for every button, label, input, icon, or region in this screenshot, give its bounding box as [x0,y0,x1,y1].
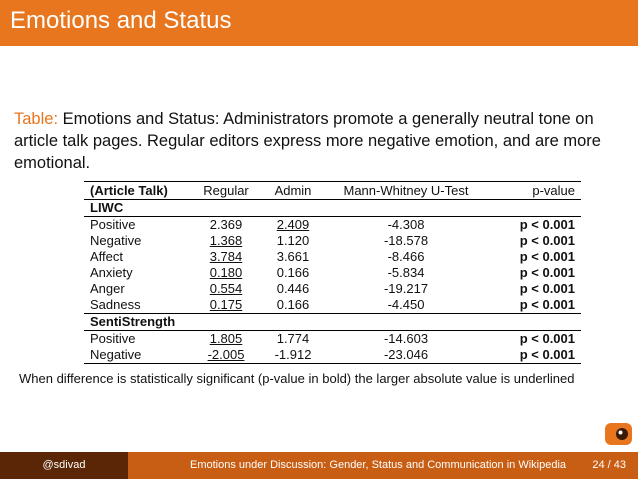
row-label-cell [84,265,191,281]
p-value-cell [487,233,581,249]
mann-whitney-value-cell [325,233,487,249]
mann-whitney-value-cell [325,281,487,297]
admin-value: 2.409 [276,217,310,232]
section-header-row [84,314,581,331]
column-header-p-value: p-value [487,182,581,200]
row-label-cell [84,281,191,297]
mann-whitney-value-cell [325,249,487,265]
row-label-cell [84,331,191,348]
admin-value: 3.661 [276,249,310,264]
table-header-row [84,182,581,200]
section-name: LIWC [84,200,191,217]
p-value: p < 0.001 [519,233,575,248]
footer-page-number: 24 / 43 [592,459,626,471]
regular-value: 0.175 [209,297,243,312]
p-value: p < 0.001 [519,331,575,346]
empty-cell [261,314,325,331]
mann-whitney-value: -18.578 [383,233,429,248]
mann-whitney-value: -19.217 [383,281,429,296]
p-value-cell [487,265,581,281]
p-value: p < 0.001 [519,217,575,232]
section-name: SentiStrength [84,314,191,331]
admin-value-cell [261,249,325,265]
p-value-cell [487,331,581,348]
row-label: Negative [90,347,142,362]
regular-value: -2.005 [207,347,245,362]
mann-whitney-value: -5.834 [387,265,425,280]
p-value-cell [487,281,581,297]
empty-cell [487,200,581,217]
caption-label: Table: [14,110,59,128]
row-label-cell [84,347,191,364]
admin-value-cell [261,265,325,281]
row-label: Anxiety [90,265,133,280]
p-value-cell [487,249,581,265]
regular-value-cell [191,297,261,314]
table-row [84,233,581,249]
row-label: Sadness [90,297,141,312]
column-header-article-talk: (Article Talk) [84,182,191,200]
admin-value-cell [261,331,325,348]
row-label: Anger [90,281,125,296]
empty-cell [325,314,487,331]
regular-value-cell [191,233,261,249]
admin-value: 0.166 [276,297,310,312]
footer-title: Emotions under Discussion: Gender, Status and Communication in Wikipedia [190,459,567,471]
admin-value-cell [261,297,325,314]
regular-value: 0.180 [209,265,243,280]
empty-cell [191,200,261,217]
slide-title: Emotions and Status [10,7,232,34]
mann-whitney-value-cell [325,217,487,234]
table-row [84,249,581,265]
slide-header [0,0,638,46]
p-value-cell [487,297,581,314]
p-value: p < 0.001 [519,249,575,264]
caption-text: Emotions and Status: Administrators promote a generally neutral tone on article talk pages. Regular editors express more negative emotion, and are more emotional. [14,110,601,172]
regular-value-cell [191,347,261,364]
p-value: p < 0.001 [519,265,575,280]
results-table-body [84,182,581,364]
admin-value: 0.166 [276,265,310,280]
column-header-mann-whitney: Mann-Whitney U-Test [325,182,487,200]
p-value: p < 0.001 [519,347,575,362]
table-row [84,297,581,314]
row-label-cell [84,217,191,234]
row-label: Positive [90,217,136,232]
section-header-row [84,200,581,217]
regular-value-cell [191,217,261,234]
row-label: Positive [90,331,136,346]
column-header-admin: Admin [261,182,325,200]
p-value: p < 0.001 [519,297,575,312]
admin-value-cell [261,233,325,249]
empty-cell [191,314,261,331]
mann-whitney-value-cell [325,297,487,314]
row-label-cell [84,297,191,314]
footer-bar [128,452,638,479]
regular-value-cell [191,265,261,281]
regular-value-cell [191,249,261,265]
mann-whitney-value-cell [325,265,487,281]
regular-value-cell [191,281,261,297]
mann-whitney-value-cell [325,331,487,348]
regular-value-cell [191,331,261,348]
mann-whitney-value: -14.603 [383,331,429,346]
mann-whitney-value: -23.046 [383,347,429,362]
mann-whitney-value-cell [325,347,487,364]
mann-whitney-value: -4.450 [387,297,425,312]
admin-value-cell [261,347,325,364]
admin-value-cell [261,281,325,297]
empty-cell [261,200,325,217]
footer-author: @sdivad [0,452,128,479]
table-row [84,217,581,234]
p-value-cell [487,217,581,234]
table-row [84,331,581,348]
table-row [84,265,581,281]
admin-value-cell [261,217,325,234]
mann-whitney-value: -8.466 [387,249,425,264]
slide-footer [0,452,638,479]
admin-value: 1.774 [276,331,310,346]
results-table [84,181,581,364]
regular-value: 2.369 [209,217,243,232]
empty-cell [487,314,581,331]
p-value: p < 0.001 [519,281,575,296]
admin-value: 0.446 [276,281,310,296]
table-row [84,281,581,297]
admin-value: -1.912 [274,347,312,362]
row-label-cell [84,233,191,249]
table-note: When difference is statistically significant (p-value in bold) the larger absolute value is underlined [19,371,575,386]
p-value-cell [487,347,581,364]
regular-value: 0.554 [209,281,243,296]
row-label: Negative [90,233,142,248]
regular-value: 1.368 [209,233,243,248]
empty-cell [325,200,487,217]
row-label: Affect [90,249,124,264]
regular-value: 1.805 [209,331,243,346]
table-row [84,347,581,364]
row-label-cell [84,249,191,265]
mann-whitney-value: -4.308 [387,217,425,232]
column-header-regular: Regular [191,182,261,200]
admin-value: 1.120 [276,233,310,248]
toggle-logo-icon [605,423,632,445]
regular-value: 3.784 [209,249,243,264]
table-caption [14,108,626,174]
